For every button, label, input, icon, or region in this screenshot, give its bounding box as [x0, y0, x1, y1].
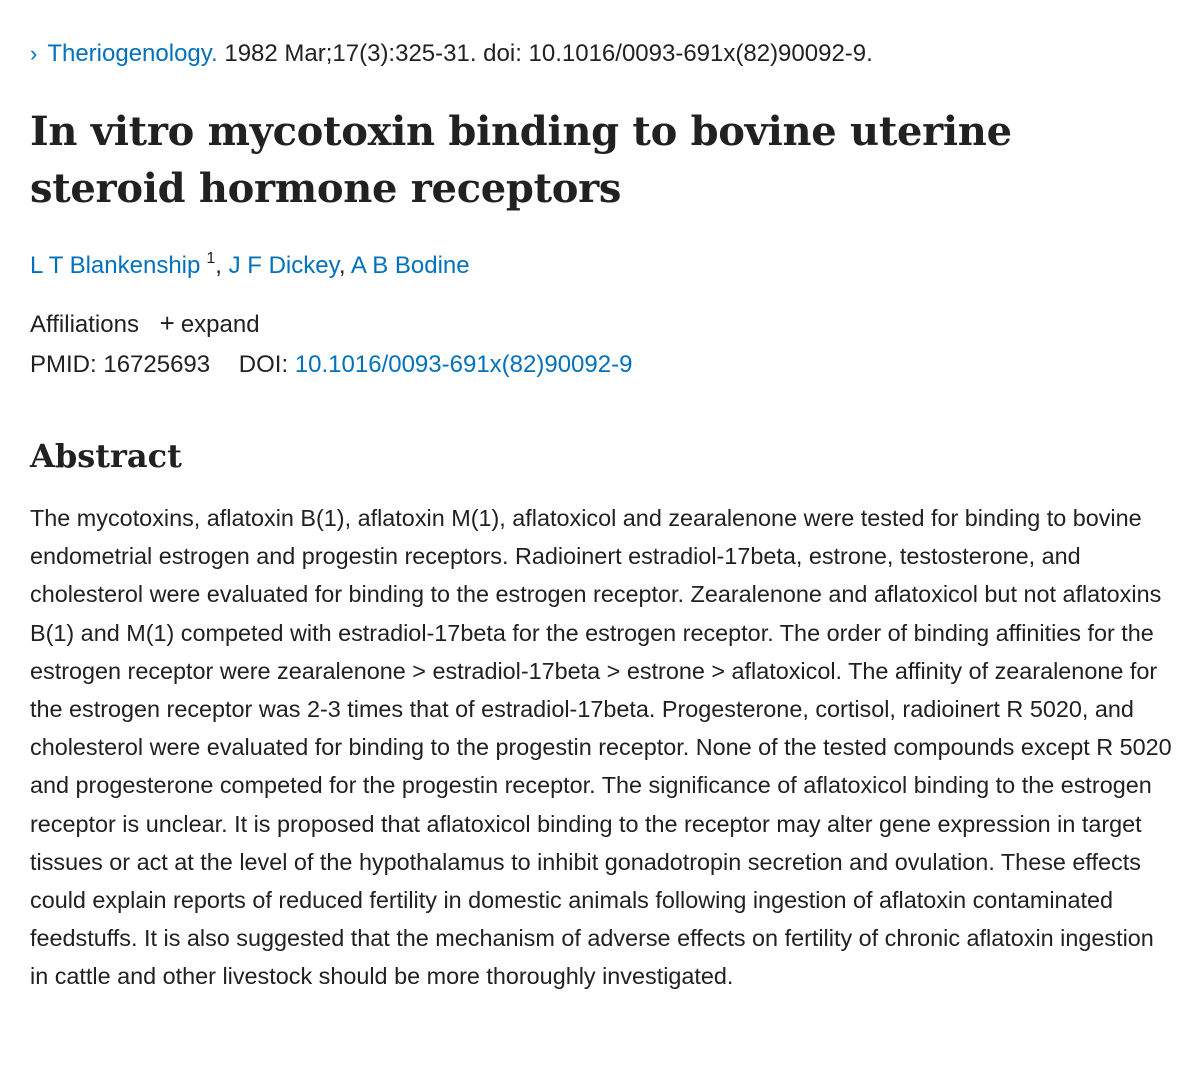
author-separator: , — [215, 252, 229, 279]
article-title: In vitro mycotoxin binding to bovine uterine steroid hormone receptors — [30, 108, 1012, 212]
identifiers — [30, 349, 632, 381]
abstract-heading: Abstract — [30, 437, 182, 475]
author-link-bodine[interactable]: A B Bodine — [350, 252, 470, 279]
plus-icon: + — [159, 308, 175, 338]
author-link-blankenship[interactable]: L T Blankenship — [30, 252, 201, 279]
doi-link[interactable]: 10.1016/0093-691x(82)90092-9 — [294, 351, 633, 378]
doi-label: DOI: — [238, 351, 289, 378]
expand-label: expand — [180, 311, 260, 338]
journal-link[interactable]: Theriogenology. — [47, 40, 218, 67]
chevron-right-icon[interactable]: › — [30, 41, 38, 66]
affiliations-label: Affiliations — [30, 311, 139, 338]
author-separator: , — [338, 252, 351, 279]
affiliation-marker[interactable]: 1 — [206, 250, 216, 267]
citation-details: 1982 Mar;17(3):325-31. doi: 10.1016/0093-691x(82)90092-9. — [224, 40, 873, 67]
abstract-text: The mycotoxins, aflatoxin B(1), aflatoxin M(1), aflatoxicol and zearalenone were tested for binding to bovine endometrial estrogen and progestin receptors. Radioinert estradiol-17beta, estrone, testosterone, and cholesterol were evaluated for binding to the estrogen receptor. Zearalenone and aflatoxicol but not aflatoxins B(1) and M(1) competed with estradiol-17beta for the estrogen receptor. The order of binding affinities for the estrogen receptor were zearalenone > estradiol-17beta > estrone > aflatoxicol. The affinity of zearalenone for the estrogen receptor was 2-3 times that of estradiol-17beta. Progesterone, cortisol, radioinert R 5020, and cholesterol were evaluated for binding to the progestin receptor. None of the tested compounds except R 5020 and progesterone competed for the progestin receptor. The significance of aflatoxicol binding to the estrogen receptor is unclear. It is proposed that aflatoxicol binding to the receptor may alter gene expression in target tissues or act at the level of the hypothalamus to inhibit gonadotropin secretion and ovulation. These effects could explain reports of reduced fertility in domestic animals following ingestion of aflatoxin contaminated feedstuffs. It is also suggested that the mechanism of adverse effects on fertility of chronic aflatoxin ingestion in cattle and other livestock should be more thoroughly investigated. — [30, 505, 1172, 990]
author-list — [30, 250, 470, 282]
affiliations-toggle[interactable] — [30, 307, 260, 341]
pmid-label: PMID: — [30, 351, 97, 378]
author-link-dickey[interactable]: J F Dickey — [228, 252, 339, 279]
citation-line — [30, 38, 873, 70]
pmid-value: 16725693 — [103, 351, 211, 378]
expand-button[interactable] — [159, 308, 260, 338]
